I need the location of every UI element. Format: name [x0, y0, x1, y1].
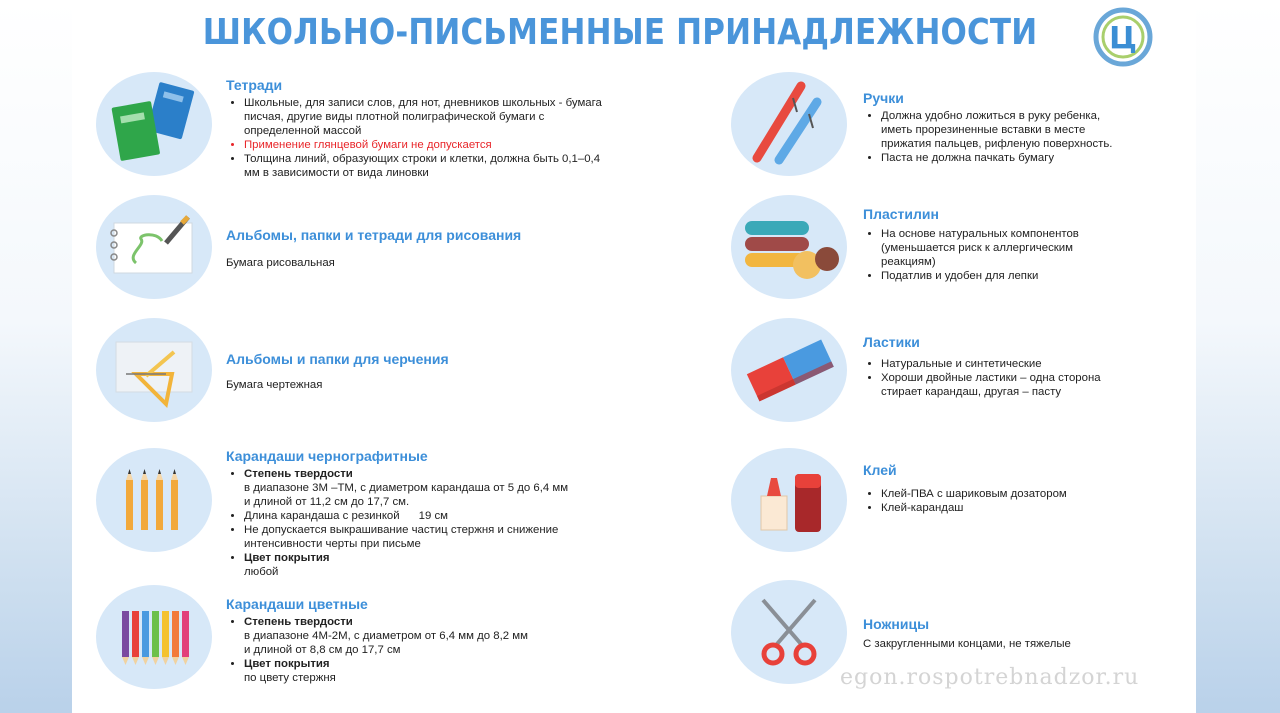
list-item: • Податлив и удобен для лепки — [881, 269, 1123, 283]
colored-title: Карандаши цветные — [226, 596, 368, 612]
list-item — [244, 467, 616, 509]
list-item: • Должна удобно ложиться в руку ребенка, иметь прорезиненные вставки в месте прижатия пальцев, рифленую поверхность. — [881, 109, 1123, 151]
erasers-list — [863, 357, 1133, 399]
list-item: • Клей-карандаш — [881, 501, 1133, 515]
list-item: • Клей-ПВА с шариковым дозатором — [881, 487, 1133, 501]
notebooks-title: Тетради — [226, 77, 283, 93]
drafting-text: Бумага чертежная — [226, 379, 323, 391]
glue-icon — [731, 448, 847, 552]
page-title: ШКОЛЬНО-ПИСЬМЕННЫЕ ПРИНАДЛЕЖНОСТИ — [202, 12, 1038, 53]
drafting-icon — [96, 318, 212, 422]
drafting-title: Альбомы и папки для черчения — [226, 351, 449, 367]
list-item: • Хороши двойные ластики – одна сторона стирает карандаш, другая – пасту — [881, 371, 1133, 399]
hardness-line: и длиной от 8,8 см до 17,7 см — [244, 644, 401, 656]
scissors-title: Ножницы — [863, 616, 930, 632]
notebooks-list — [226, 96, 606, 180]
notebooks-icon — [96, 72, 212, 176]
drawing-album-icon — [96, 195, 212, 299]
cover-value: по цвету стержня — [244, 672, 336, 684]
scissors-text: С закругленными концами, не тяжелые — [863, 638, 1071, 650]
hardness-line: в диапазоне 4М-2М, с диаметром от 6,4 мм до 8,2 мм — [244, 630, 528, 642]
list-item: • На основе натуральных компонентов (уменьшается риск к аллергическим реакциям) — [881, 227, 1123, 269]
drawing-title: Альбомы, папки и тетради для рисования — [226, 227, 522, 243]
graphite-list — [226, 467, 616, 579]
graphite-pencils-icon — [96, 448, 212, 552]
scissors-icon — [731, 580, 847, 684]
list-item — [244, 551, 616, 579]
glue-title: Клей — [863, 462, 897, 478]
glue-list — [863, 487, 1133, 515]
colored-pencils-icon — [96, 585, 212, 689]
pens-title: Ручки — [863, 90, 904, 106]
list-item — [244, 615, 616, 657]
plasticine-title: Пластилин — [863, 206, 939, 222]
list-item: • Не допускается выкрашивание частиц стержня и снижение интенсивности черты при письме — [244, 523, 616, 551]
eraser-icon — [731, 318, 847, 422]
hardness-line: в диапазоне 3М –ТМ, с диаметром карандаша от 5 до 6,4 мм — [244, 482, 569, 494]
erasers-title: Ластики — [863, 334, 920, 350]
list-item: • Применение глянцевой бумаги не допускается — [244, 138, 606, 152]
list-item: • Паста не должна пачкать бумагу — [881, 151, 1123, 165]
ts-logo-icon — [1092, 6, 1154, 68]
hardness-label: Степень твердости — [244, 468, 353, 480]
list-item: • Натуральные и синтетические — [881, 357, 1133, 371]
list-item: • Толщина линий, образующих строки и клетки, должна быть 0,1–0,4 мм в зависимости от вида линовки — [244, 152, 606, 180]
colored-list — [226, 615, 616, 685]
logo-letter: Ц — [1109, 21, 1137, 56]
cover-value: любой — [244, 566, 279, 578]
hardness-line: и длиной от 11,2 см до 17,7 см. — [244, 496, 410, 508]
watermark: egon.rospotrebnadzor.ru — [840, 665, 1140, 690]
list-item: • Длина карандаша с резинкой 19 см — [244, 509, 616, 523]
list-item — [244, 657, 616, 685]
plasticine-list — [863, 227, 1123, 283]
cover-label: Цвет покрытия — [244, 552, 330, 564]
pens-list — [863, 109, 1123, 165]
plasticine-icon — [731, 195, 847, 299]
hardness-label: Степень твердости — [244, 616, 353, 628]
pens-icon — [731, 72, 847, 176]
cover-label: Цвет покрытия — [244, 658, 330, 670]
drawing-text: Бумага рисовальная — [226, 257, 335, 269]
list-item: • Школьные, для записи слов, для нот, дневников школьных - бумага писчая, другие виды плотной полиграфической бумаги с определенной массой — [244, 96, 606, 138]
graphite-title: Карандаши чернографитные — [226, 448, 428, 464]
